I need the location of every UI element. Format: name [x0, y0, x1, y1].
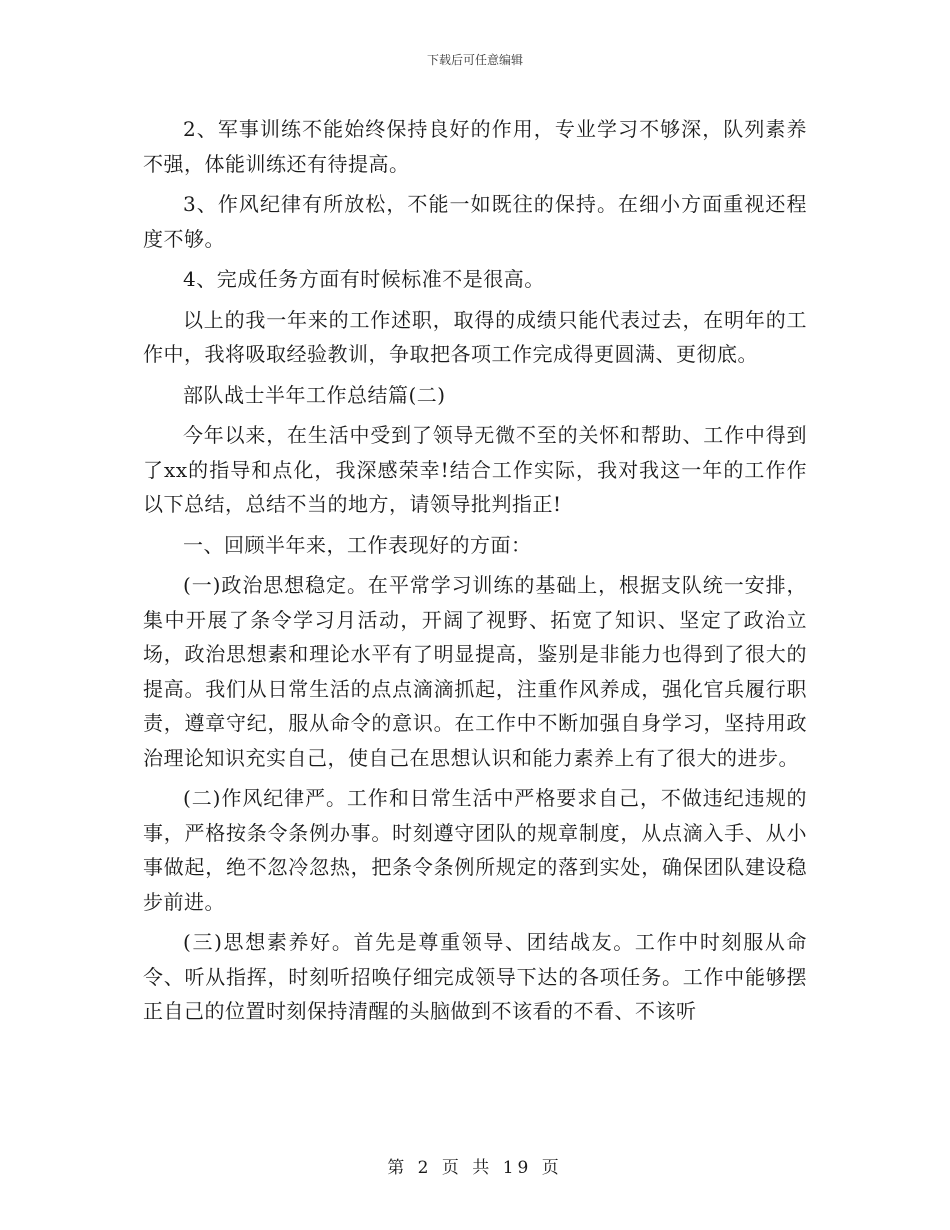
section-heading-review: 一、回顾半年来，工作表现好的方面：	[183, 532, 532, 557]
page-header: 下载后可任意编辑	[426, 53, 523, 67]
paragraph-item-4: 4、完成任务方面有时候标准不是很高。	[183, 267, 545, 291]
paragraph-intro: 今年以来，在生活中受到了领导无微不至的关怀和帮助、工作中得到了xx的指导和点化，我深感荣幸!结合工作实际，我对我这一年的工作作以下总结，总结不当的地方，请领导批判指正!	[143, 423, 807, 516]
paragraph-political: (一)政治思想稳定。在平常学习训练的基础上，根据支队统一安排，集中开展了条令学习月活动，开阔了视野、拓宽了知识、坚定了政治立场，政治思想素和理论水平有了明显提高，鉴别是非能力也得到了很大的提高。我们从日常生活的点点滴滴抓起，注重作风养成，强化官兵履行职责，遵章守纪，服从命令的意识。在工作中不断加强自身学习，坚持用政治理论知识充实自己，使自己在思想认识和能力素养上有了很大的进步。	[143, 573, 807, 770]
paragraph-discipline: (二)作风纪律严。工作和日常生活中严格要求自己，不做违纪违规的事，严格按条令条例办事。时刻遵守团队的规章制度，从点滴入手、从小事做起，绝不忽冷忽热，把条令条例所规定的落到实处，确保团队建设稳步前进。	[143, 786, 807, 914]
document-body	[143, 112, 807, 1035]
paragraph-conclusion: 以上的我一年来的工作述职，取得的成绩只能代表过去，在明年的工作中，我将吸取经验教训，争取把各项工作完成得更圆满、更彻底。	[143, 307, 807, 366]
page-number: 第 2 页 共 19 页	[387, 1158, 563, 1178]
paragraph-ideology: (三)思想素养好。首先是尊重领导、团结战友。工作中时刻服从命令、听从指挥，时刻听招唤仔细完成领导下达的各项任务。工作中能够摆正自己的位置时刻保持清醒的头脑做到不该看的不看、不该听	[143, 930, 807, 1023]
paragraph-item-2: 2、军事训练不能始终保持良好的作用，专业学习不够深，队列素养不强，体能训练还有待提高。	[143, 117, 807, 176]
section-title: 部队战士半年工作总结篇(二)	[183, 382, 446, 407]
paragraph-item-3: 3、作风纪律有所放松，不能一如既往的保持。在细小方面重视还程度不够。	[143, 192, 807, 251]
